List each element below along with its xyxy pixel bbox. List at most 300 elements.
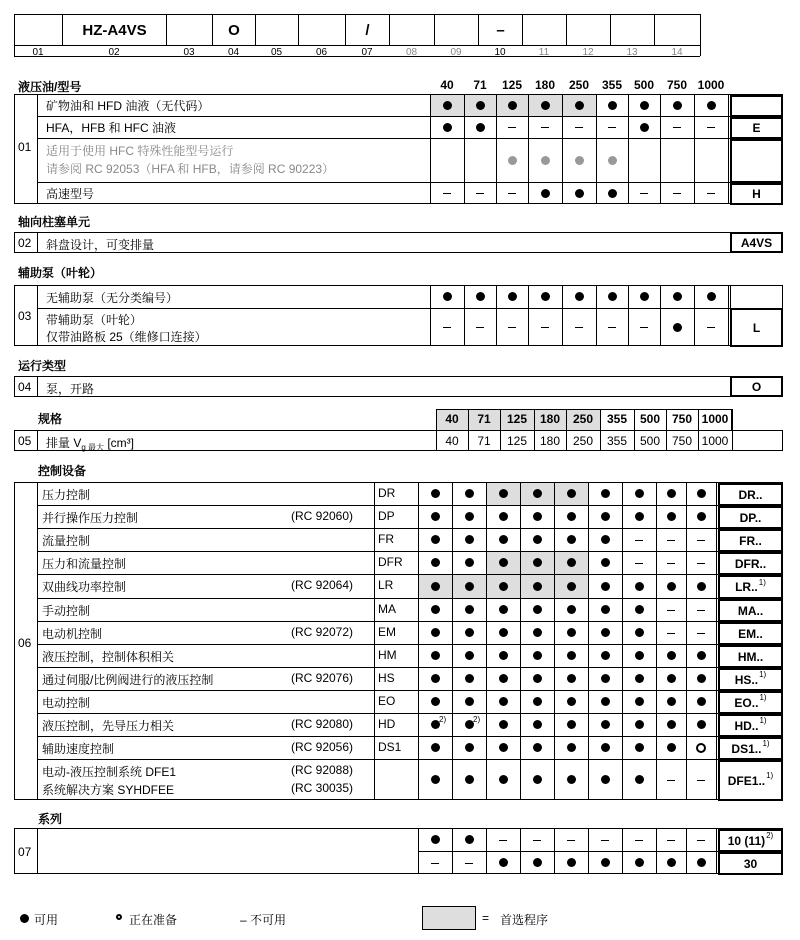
row-divider [37, 138, 783, 139]
dot-icon [465, 743, 474, 752]
column-divider [728, 94, 729, 204]
row-divider [37, 667, 783, 668]
column-divider [452, 482, 453, 800]
column-divider [686, 482, 687, 800]
control-code [718, 737, 783, 760]
column-divider [418, 482, 419, 800]
dot-icon [499, 697, 508, 706]
displacement-value: 250 [572, 434, 594, 448]
row-divider [37, 598, 783, 599]
displacement-value: 1000 [701, 434, 729, 448]
dot-icon [601, 558, 610, 567]
dot-icon [431, 775, 440, 784]
dot-icon [499, 535, 508, 544]
dash-icon [575, 327, 583, 328]
column-divider [374, 482, 375, 800]
dot-icon [601, 651, 610, 660]
section-04-index: 04 [18, 380, 32, 394]
dot-icon [635, 743, 644, 752]
option-label-line2: 请参阅 RC 92053（HFA 和 HFB，请参阅 RC 90223） [46, 162, 335, 176]
position-number-6: 06 [315, 47, 328, 58]
section-03-title: 辅助泵（叶轮） [18, 266, 103, 280]
position-number-7: 07 [361, 47, 373, 58]
position-number-9: 09 [450, 47, 462, 58]
rc-reference: (RC 92072) [291, 624, 354, 639]
dot-symbol-icon [20, 914, 29, 923]
size-header-750: 750 [666, 78, 688, 92]
dot-icon [567, 858, 576, 867]
dot-icon [640, 123, 649, 132]
dot-icon [567, 489, 576, 498]
code-text: EM.. [738, 626, 763, 641]
position-number-10: 10 [494, 47, 506, 58]
dot-icon [635, 858, 644, 867]
dot-icon [635, 605, 644, 614]
option-label-line2: 仅带油路板 25（维修口连接） [46, 330, 207, 344]
control-abbreviation: HD [378, 716, 396, 731]
code-text: HS.. [734, 672, 759, 687]
dot-icon [541, 189, 550, 198]
dash-icon [541, 327, 549, 328]
dash-icon [697, 840, 705, 841]
size-header-355: 355 [606, 412, 628, 426]
column-divider [430, 285, 431, 346]
empty-code-box [730, 139, 783, 183]
code-footnote: 1) [759, 716, 767, 725]
dot-icon [601, 858, 610, 867]
code-position-3 [166, 14, 213, 46]
control-label: 并行操作压力控制 [42, 510, 139, 525]
control-label: 电动控制 [42, 695, 91, 710]
column-divider [528, 285, 529, 346]
column-divider [562, 285, 563, 346]
dot-icon [567, 674, 576, 683]
column-divider [37, 376, 38, 397]
column-divider [37, 482, 38, 800]
row-divider [37, 116, 783, 117]
option-code-O [730, 376, 783, 397]
control-abbreviation: DFR [378, 554, 403, 569]
dash-icon [697, 540, 705, 541]
dot-icon [431, 535, 440, 544]
option-label: 高速型号 [46, 187, 95, 201]
position-number-11: 11 [538, 47, 550, 58]
dot-icon [541, 292, 550, 301]
rc-reference: (RC 92060) [291, 508, 354, 523]
dash-icon [707, 193, 715, 194]
column-divider [700, 46, 701, 56]
column-divider [464, 94, 465, 204]
control-code [718, 622, 783, 645]
row-divider [37, 690, 783, 691]
displacement-unit: [cm³] [104, 436, 135, 450]
displacement-value: 355 [606, 434, 628, 448]
dot-icon [707, 292, 716, 301]
dot-icon [443, 123, 452, 132]
rc-reference: (RC 92080) [291, 716, 354, 731]
dot-icon [567, 651, 576, 660]
dot-icon [601, 512, 610, 521]
control-label: 流量控制 [42, 533, 91, 548]
preferred-swatch [422, 906, 476, 930]
code-text: H [752, 187, 761, 201]
displacement-value: 71 [477, 434, 491, 448]
dash-icon [667, 563, 675, 564]
empty-code-box [730, 285, 783, 309]
dot-icon [499, 582, 508, 591]
control-label: 辅助速度控制 [42, 741, 115, 756]
dot-icon [499, 775, 508, 784]
dot-icon [499, 489, 508, 498]
dot-icon [465, 605, 474, 614]
rc-reference: (RC 92056) [291, 739, 354, 754]
code-position-10: – [478, 14, 523, 46]
dot-icon [499, 512, 508, 521]
dot-icon [465, 697, 474, 706]
dash-icon [476, 327, 484, 328]
dot-icon [499, 558, 508, 567]
column-divider [686, 828, 687, 874]
dot-icon [567, 512, 576, 521]
size-header-180: 180 [539, 412, 561, 426]
dash-icon [465, 863, 473, 864]
column-divider [554, 482, 555, 800]
dash-icon [697, 780, 705, 781]
column-divider [588, 482, 589, 800]
control-label: 通过伺服/比例阀进行的液压控制 [42, 672, 214, 687]
row-divider [37, 182, 783, 183]
dash-icon [608, 327, 616, 328]
column-divider [37, 285, 38, 346]
dot-icon [499, 651, 508, 660]
displacement-subscript: g 最大 [81, 443, 105, 452]
dash-icon [697, 610, 705, 611]
code-position-12 [566, 14, 611, 46]
dot-icon [608, 189, 617, 198]
option-code-E [730, 117, 783, 139]
dot-icon [533, 651, 542, 660]
dash-icon [476, 193, 484, 194]
position-number-13: 13 [626, 47, 638, 58]
dot-icon [499, 858, 508, 867]
dot-icon [465, 535, 474, 544]
dot-icon [667, 743, 676, 752]
dot-icon [541, 101, 550, 110]
dot-icon [476, 123, 485, 132]
code-text: LR.. [735, 580, 758, 594]
control-abbreviation: DP [378, 508, 395, 523]
control-label: 压力和流量控制 [42, 556, 127, 571]
dot-icon [697, 489, 706, 498]
column-divider [732, 409, 733, 451]
dot-icon [465, 489, 474, 498]
column-divider [430, 94, 431, 204]
legend-equals: = [482, 911, 490, 925]
section-02-title: 轴向柱塞单元 [18, 215, 91, 229]
series-code [718, 829, 783, 852]
section-04-title: 运行类型 [18, 359, 67, 373]
column-divider [486, 828, 487, 874]
option-label: HFA，HFB 和 HFC 油液 [46, 121, 177, 135]
dot-icon [431, 628, 440, 637]
ring-symbol-icon [116, 914, 122, 920]
dash-icon [608, 127, 616, 128]
row-divider [37, 621, 783, 622]
dot-icon [499, 743, 508, 752]
row-divider [37, 713, 783, 714]
dash-icon [697, 633, 705, 634]
section-01-index: 01 [18, 140, 32, 154]
rc-reference: (RC 92088) [291, 763, 354, 777]
dot-icon [635, 720, 644, 729]
dot-icon [667, 858, 676, 867]
option-code-H [730, 183, 783, 205]
control-abbreviation: DR [378, 485, 396, 500]
code-text: O [751, 379, 762, 394]
dot-icon [533, 512, 542, 521]
dash-icon [667, 610, 675, 611]
dot-icon [697, 858, 706, 867]
dot-icon [533, 628, 542, 637]
column-divider [37, 828, 38, 874]
dash-icon [533, 840, 541, 841]
row-divider [37, 528, 783, 529]
dot-icon [431, 512, 440, 521]
dot-icon [499, 605, 508, 614]
dot-icon [567, 775, 576, 784]
code-position-9 [434, 14, 479, 46]
dot-icon [533, 697, 542, 706]
column-divider [656, 828, 657, 874]
dot-icon [465, 558, 474, 567]
code-footnote: 1) [758, 577, 766, 587]
dot-icon [541, 156, 550, 165]
dot-icon [567, 628, 576, 637]
dot-icon [465, 582, 474, 591]
dash-icon [673, 127, 681, 128]
dash-icon [443, 327, 451, 328]
code-text: L [752, 320, 761, 335]
section-01-title: 液压油/型号 [18, 80, 82, 94]
legend-in-preparation-label: 正在准备 [129, 913, 178, 927]
option-label: 泵，开路 [46, 382, 95, 396]
column-divider [588, 828, 589, 874]
dot-icon [601, 743, 610, 752]
size-header-500: 500 [639, 412, 661, 426]
row-divider [37, 574, 783, 575]
code-text: FR.. [739, 533, 762, 548]
section-06-title: 控制设备 [38, 464, 87, 478]
option-label: 矿物油和 HFD 油液（无代码） [46, 99, 210, 113]
code-position-8 [389, 14, 435, 46]
column-divider [464, 285, 465, 346]
dot-icon [697, 697, 706, 706]
dot-icon [465, 775, 474, 784]
dot-icon [476, 292, 485, 301]
option-label: 无辅助泵（无分类编号） [46, 290, 179, 305]
dot-icon [640, 292, 649, 301]
dash-icon [567, 840, 575, 841]
control-label: 液压控制，控制体积相关 [42, 649, 175, 664]
dot-icon [667, 720, 676, 729]
dot-icon [635, 628, 644, 637]
dot-icon [476, 101, 485, 110]
dash-icon [673, 193, 681, 194]
code-text: A4VS [740, 235, 773, 250]
column-divider [596, 285, 597, 346]
dash-icon [601, 840, 609, 841]
code-position-6 [298, 14, 346, 46]
displacement-value: 500 [639, 434, 661, 448]
column-divider [622, 482, 623, 800]
column-divider [660, 285, 661, 346]
code-position-13 [610, 14, 655, 46]
control-code [718, 506, 783, 529]
dot-icon [567, 605, 576, 614]
code-position-5 [255, 14, 299, 46]
option-label: 带辅助泵（叶轮） [46, 313, 143, 327]
column-divider [562, 94, 563, 204]
dot-icon [533, 775, 542, 784]
symbol-footnote: 2) [439, 714, 447, 724]
dot-icon [575, 101, 584, 110]
dot-icon [508, 292, 517, 301]
option-label: 适用于使用 HFC 特殊性能型号运行 [46, 144, 234, 158]
size-header-40: 40 [445, 412, 459, 426]
dash-icon [667, 840, 675, 841]
code-text: 10 (11) [727, 833, 766, 848]
dot-icon [640, 101, 649, 110]
code-position-7: / [345, 14, 390, 46]
dot-icon [567, 720, 576, 729]
control-abbreviation: DS1 [378, 739, 402, 754]
dot-icon [601, 628, 610, 637]
position-number-14: 14 [671, 47, 683, 58]
control-label: 液压控制，先导压力相关 [42, 718, 175, 733]
dot-icon [601, 697, 610, 706]
column-divider [37, 94, 38, 204]
size-header-125: 125 [501, 78, 523, 92]
dot-icon [431, 605, 440, 614]
column-divider [486, 482, 487, 800]
row-divider [37, 308, 783, 309]
column-divider [622, 828, 623, 874]
column-divider [452, 828, 453, 874]
dash-icon [508, 127, 516, 128]
section-07-index: 07 [18, 845, 32, 859]
size-header-125: 125 [506, 412, 528, 426]
code-footnote: 1) [762, 739, 770, 748]
column-divider [528, 94, 529, 204]
dash-icon [667, 633, 675, 634]
dot-icon [567, 743, 576, 752]
dot-icon [601, 582, 610, 591]
column-divider [496, 94, 497, 204]
dot-icon [465, 512, 474, 521]
dash-icon [667, 780, 675, 781]
size-header-1000: 1000 [697, 78, 725, 92]
dot-icon [697, 651, 706, 660]
column-divider [520, 828, 521, 874]
dot-icon [465, 835, 474, 844]
rc-reference: (RC 92064) [291, 578, 354, 592]
dot-icon [601, 720, 610, 729]
dash-icon [697, 563, 705, 564]
dot-icon [608, 292, 617, 301]
dot-icon [697, 512, 706, 521]
column-divider [14, 46, 15, 56]
code-footnote: 1) [759, 670, 767, 679]
size-header-500: 500 [633, 78, 655, 92]
code-position-2: HZ-A4VS [62, 14, 167, 46]
code-position-14 [654, 14, 701, 46]
code-text: DFE1.. [727, 773, 766, 788]
dash-icon [541, 127, 549, 128]
code-text: MA.. [737, 603, 764, 618]
column-divider [37, 430, 38, 451]
column-divider [728, 285, 729, 346]
dash-icon [431, 863, 439, 864]
control-label: 双曲线功率控制 [42, 580, 127, 594]
size-header-250: 250 [568, 78, 590, 92]
displacement-value: 180 [539, 434, 561, 448]
dot-icon [567, 697, 576, 706]
code-text: E [752, 121, 761, 135]
dot-icon [499, 720, 508, 729]
column-divider [628, 285, 629, 346]
dot-icon [533, 674, 542, 683]
dot-icon [431, 558, 440, 567]
rc-reference-line2: (RC 30035) [291, 781, 354, 795]
section-07-title: 系列 [38, 812, 63, 826]
dash-icon [575, 127, 583, 128]
row-divider [37, 551, 783, 552]
dash-icon [640, 327, 648, 328]
displacement-label: 排量 $V_{g 最大}$ [cm³] [46, 436, 135, 452]
control-code [718, 760, 783, 801]
section-04-table [14, 376, 783, 397]
section-03-index: 03 [18, 309, 32, 323]
section-06-index: 06 [18, 636, 32, 650]
dot-icon [443, 292, 452, 301]
position-number-5: 05 [270, 47, 283, 58]
dot-icon [431, 835, 440, 844]
control-code [718, 714, 783, 737]
empty-code-box [730, 95, 783, 117]
control-label: 手动控制 [42, 603, 91, 618]
control-code [718, 691, 783, 714]
symbol-footnote: 2) [473, 714, 481, 724]
control-code [718, 645, 783, 668]
dot-icon [533, 858, 542, 867]
position-number-3: 03 [183, 47, 195, 58]
dot-icon [667, 489, 676, 498]
dot-icon [575, 156, 584, 165]
dash-icon [443, 193, 451, 194]
control-abbreviation: HS [378, 670, 395, 685]
legend-preferred-label: 首选程序 [500, 913, 549, 927]
dot-icon [508, 101, 517, 110]
code-text: 30 [743, 856, 758, 871]
dot-icon [697, 582, 706, 591]
displacement-value: 750 [671, 434, 693, 448]
column-divider [694, 285, 695, 346]
dot-icon [431, 489, 440, 498]
dot-icon [567, 582, 576, 591]
dot-icon [635, 512, 644, 521]
dot-icon [575, 189, 584, 198]
code-text: DS1.. [731, 741, 762, 756]
